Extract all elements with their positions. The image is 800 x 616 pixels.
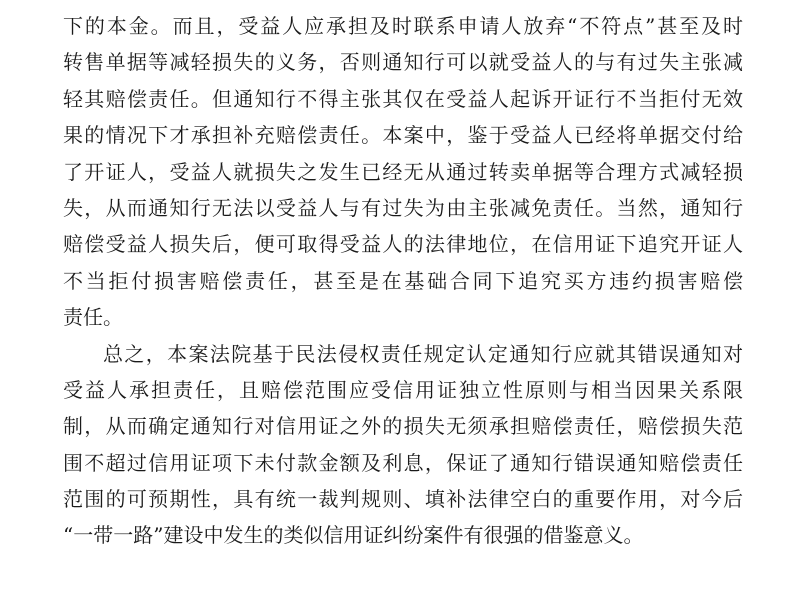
text-line: 果的情况下才承担补充赔偿责任。本案中，鉴于受益人已经将单据交付给 (63, 123, 743, 148)
text-line: 下的本金。而且，受益人应承担及时联系申请人放弃“不符点”甚至及时 (63, 14, 743, 38)
text-line: 制，从而确定通知行对信用证之外的损失无须承担赔偿责任，赔偿损失范 (63, 414, 743, 439)
paragraph-1 (63, 8, 743, 336)
text-line: 责任。 (63, 305, 123, 330)
paragraph-2 (63, 336, 743, 554)
text-line: 范围的可预期性，具有统一裁判规则、填补法律空白的重要作用，对今后 (63, 487, 743, 512)
text-line: 了开证人，受益人就损失之发生已经无从通过转卖单据等合理方式减轻损 (63, 159, 743, 184)
text-line: 赔偿受益人损失后，便可取得受益人的法律地位，在信用证下追究开证人 (63, 232, 743, 257)
text-line: 受益人承担责任，且赔偿范围应受信用证独立性原则与相当因果关系限 (63, 377, 743, 402)
text-line: 围不超过信用证项下未付款金额及利息，保证了通知行错误通知赔偿责任 (63, 450, 743, 475)
text-line: 总之，本案法院基于民法侵权责任规定认定通知行应就其错误通知对 (103, 341, 743, 366)
text-line: “一带一路”建设中发生的类似信用证纠纷案件有很强的借鉴意义。 (63, 523, 644, 548)
text-line: 不当拒付损害赔偿责任，甚至是在基础合同下追究买方违约损害赔偿 (63, 268, 743, 293)
document-page (63, 0, 743, 554)
text-line: 转售单据等减轻损失的义务，否则通知行可以就受益人的与有过失主张减 (63, 50, 743, 75)
text-line: 失，从而通知行无法以受益人与有过失为由主张减免责任。当然，通知行 (63, 195, 743, 220)
text-line: 轻其赔偿责任。但通知行不得主张其仅在受益人起诉开证行不当拒付无效 (63, 86, 743, 111)
